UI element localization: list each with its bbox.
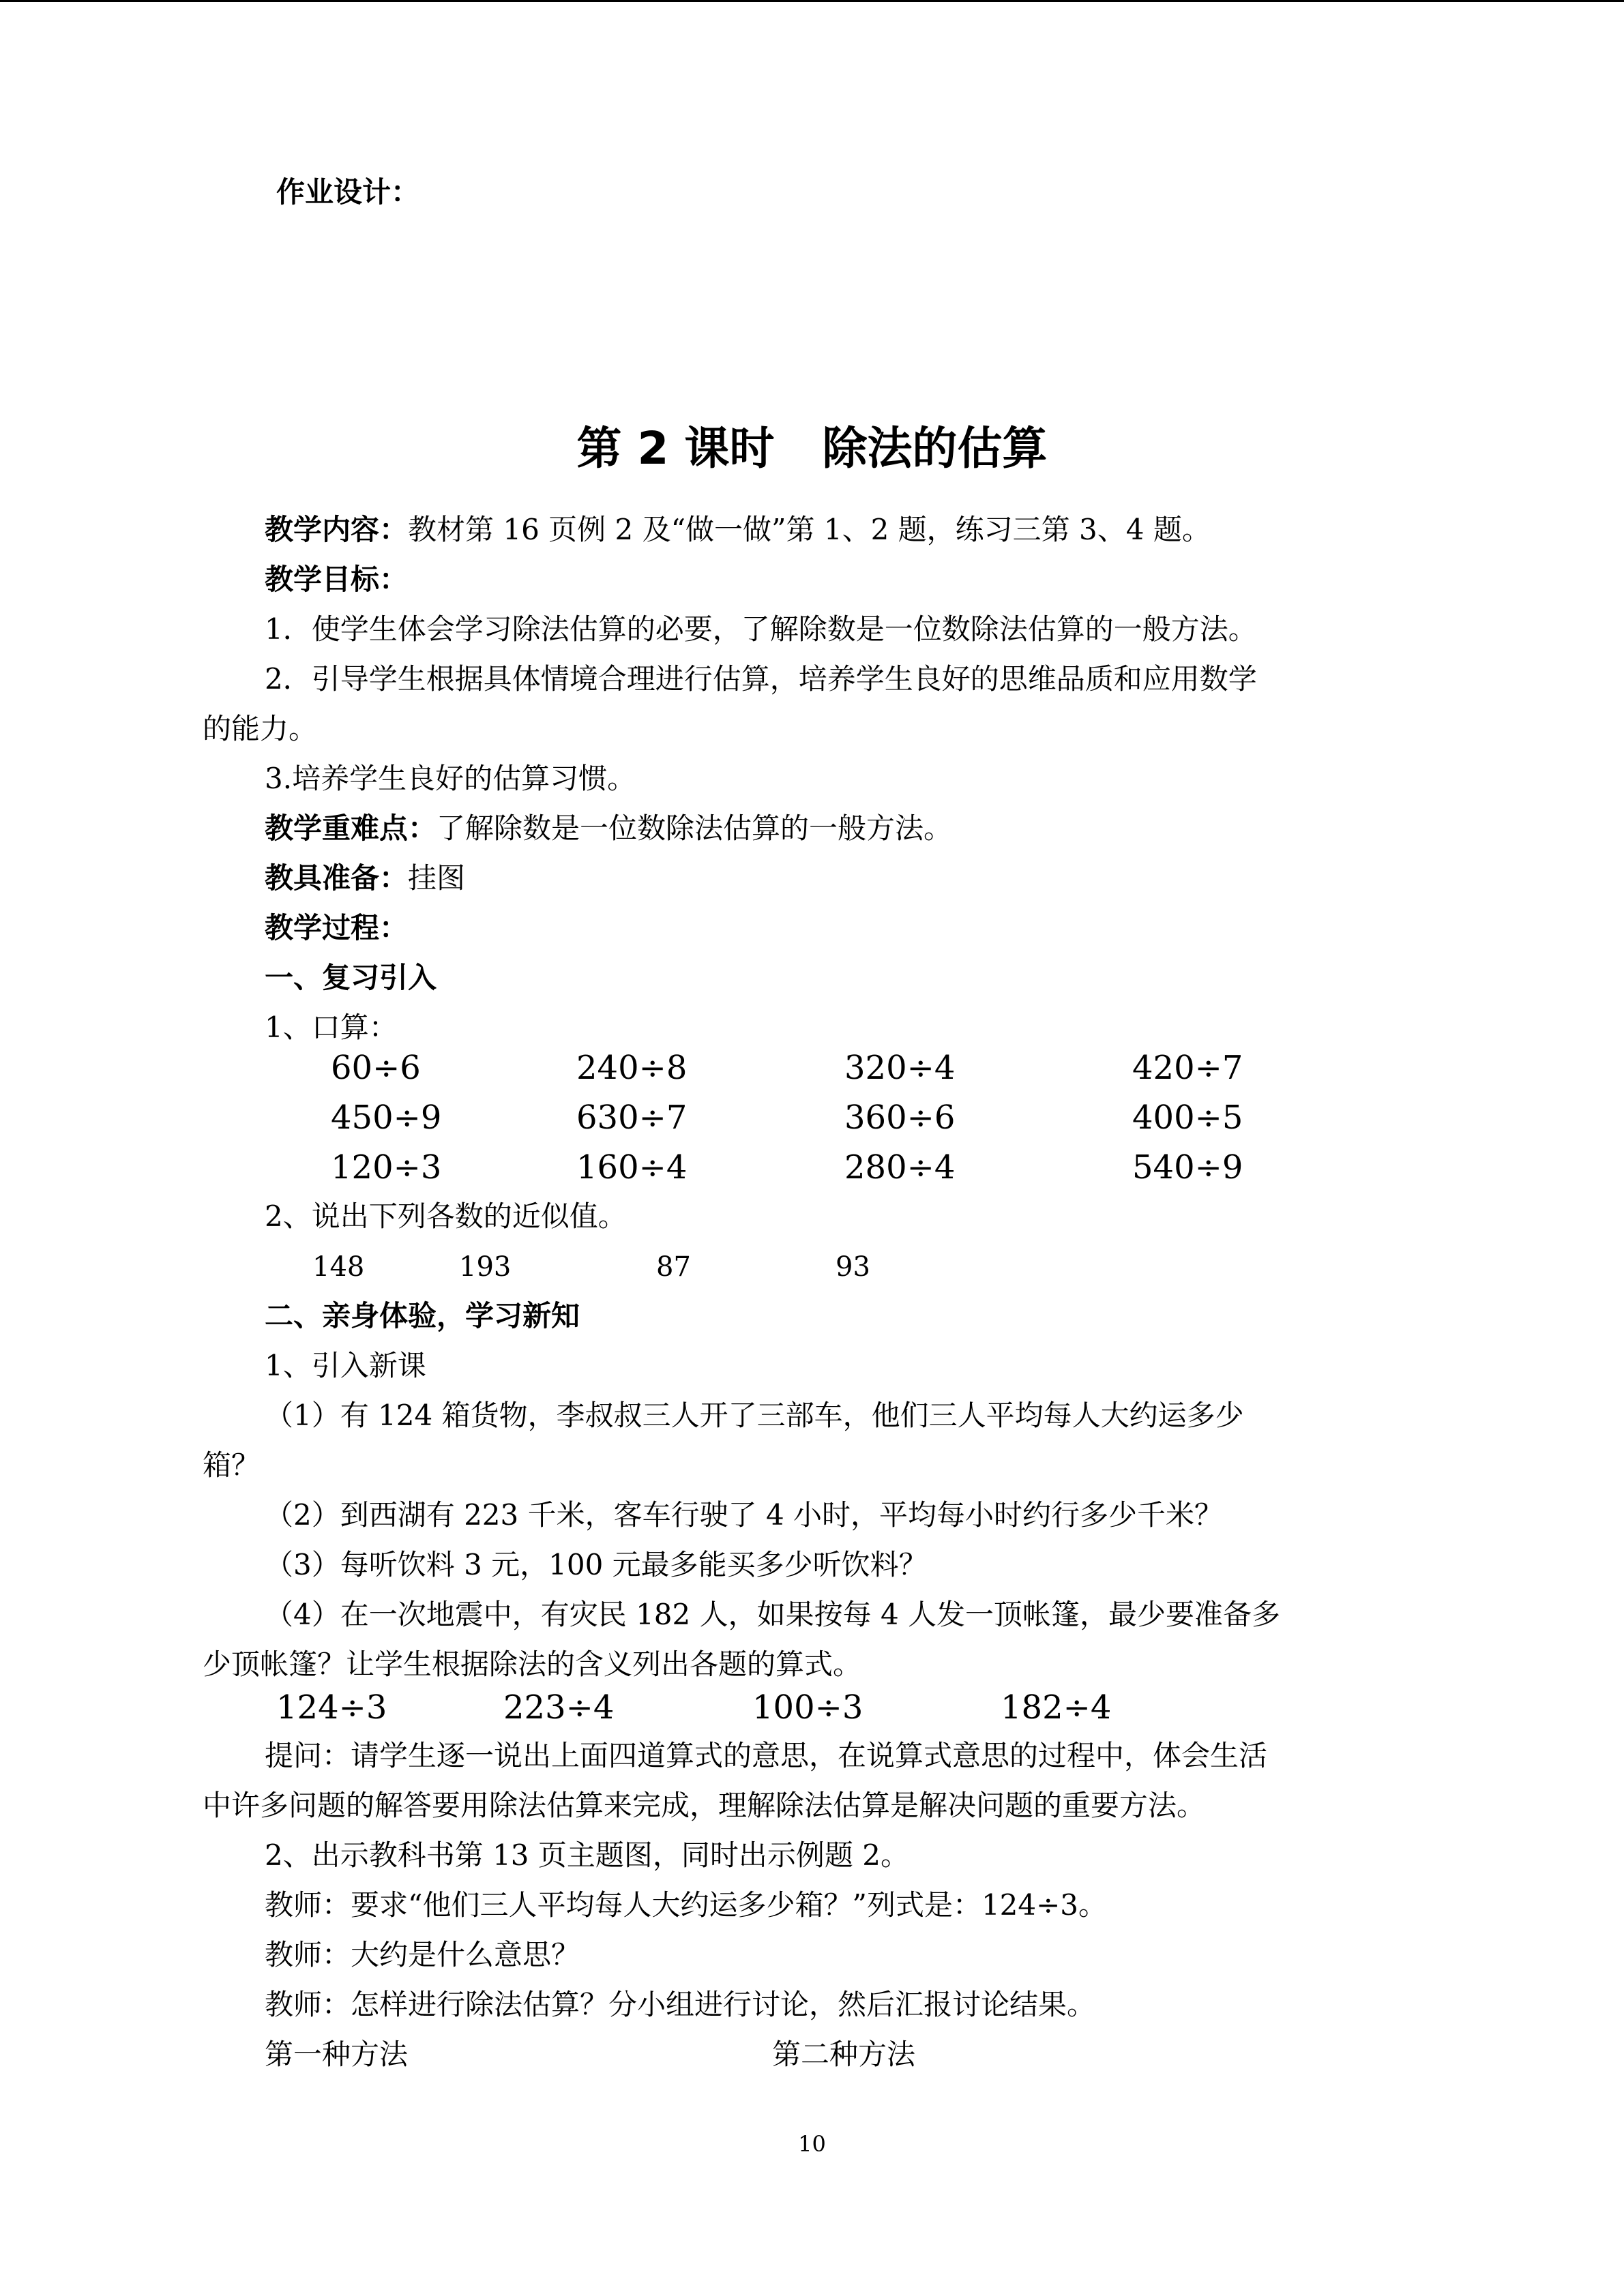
- key-points-text: 了解除数是一位数除法估算的一般方法。: [437, 811, 953, 845]
- goal-2-line-1: 2．引导学生根据具体情境合理进行估算，培养学生良好的思维品质和应用数学: [265, 662, 1257, 696]
- teaching-process-label: 教学过程：: [265, 911, 409, 944]
- approx-value: 87: [656, 1251, 691, 1283]
- teaching-tools: [265, 860, 465, 897]
- formula: 124÷3: [276, 1688, 387, 1727]
- formula: 100÷3: [752, 1688, 863, 1727]
- goal-2-line-2: 的能力。: [203, 712, 318, 745]
- oral-calc-item: 320÷4: [844, 1049, 956, 1087]
- homework-heading: 作业设计：: [276, 175, 420, 209]
- key-points: [265, 810, 952, 847]
- section-2-heading: 二、亲身体验，学习新知: [265, 1299, 580, 1332]
- question-1-line-1: （1）有 124 箱货物，李叔叔三人开了三部车，他们三人平均每人大约运多少: [265, 1399, 1244, 1432]
- page-number: 10: [798, 2131, 826, 2157]
- teaching-content: [265, 511, 1211, 548]
- oral-calc-item: 240÷8: [576, 1049, 688, 1087]
- approx-value: 93: [836, 1251, 870, 1283]
- approx-value: 193: [459, 1251, 512, 1283]
- question-4-line-2: 少顶帐篷？让学生根据除法的含义列出各题的算式。: [203, 1648, 862, 1681]
- formula: 223÷4: [503, 1688, 615, 1727]
- top-border-line: [0, 0, 1624, 2]
- oral-calc-item: 280÷4: [844, 1148, 956, 1187]
- question-prompt-line-1: 提问：请学生逐一说出上面四道算式的意思，在说算式意思的过程中，体会生活: [265, 1739, 1268, 1772]
- show-example: 2、出示教科书第 13 页主题图，同时出示例题 2。: [265, 1838, 909, 1872]
- oral-calc-item: 630÷7: [576, 1099, 688, 1137]
- question-prompt-line-2: 中许多问题的解答要用除法估算来完成，理解除法估算是解决问题的重要方法。: [203, 1789, 1206, 1822]
- teaching-tools-label: 教具准备：: [265, 861, 409, 895]
- key-points-label: 教学重难点：: [265, 811, 437, 845]
- teacher-line-2: 教师：大约是什么意思？: [265, 1938, 580, 1971]
- teaching-content-label: 教学内容：: [265, 513, 409, 546]
- oral-calc-item: 540÷9: [1132, 1148, 1243, 1187]
- goal-3: 3.培养学生良好的估算习惯。: [265, 762, 636, 795]
- section-1-heading: 一、复习引入: [265, 961, 437, 994]
- oral-calc-item: 120÷3: [331, 1148, 442, 1187]
- approx-label: 2、说出下列各数的近似值。: [265, 1199, 627, 1233]
- goal-1: 1．使学生体会学习除法估算的必要，了解除数是一位数除法估算的一般方法。: [265, 612, 1257, 646]
- teaching-tools-text: 挂图: [408, 861, 466, 895]
- approx-value: 148: [312, 1251, 365, 1283]
- oral-calc-item: 420÷7: [1132, 1049, 1243, 1087]
- oral-calc-item: 360÷6: [844, 1099, 956, 1137]
- teaching-content-text: 教材第 16 页例 2 及“做一做”第 1、2 题，练习三第 3、4 题。: [408, 513, 1211, 546]
- oral-calc-label: 1、口算：: [265, 1011, 398, 1044]
- oral-calc-item: 160÷4: [576, 1148, 688, 1187]
- lesson-title-part2: 除法的估算: [822, 422, 1048, 475]
- question-1-line-2: 箱？: [203, 1448, 261, 1482]
- formula: 182÷4: [1001, 1688, 1112, 1727]
- oral-calc-item: 60÷6: [331, 1049, 421, 1087]
- teacher-line-3: 教师：怎样进行除法估算？分小组进行讨论，然后汇报讨论结果。: [265, 1988, 1096, 2021]
- intro-label: 1、引入新课: [265, 1349, 426, 1382]
- teaching-goals-label: 教学目标：: [265, 563, 409, 596]
- oral-calc-item: 400÷5: [1132, 1099, 1243, 1137]
- method-2-label: 第二种方法: [772, 2038, 916, 2071]
- question-4-line-1: （4）在一次地震中，有灾民 182 人，如果按每 4 人发一顶帐篷，最少要准备多: [265, 1598, 1281, 1631]
- method-1-label: 第一种方法: [265, 2038, 409, 2071]
- lesson-title-part1: 第 2 课时: [576, 422, 775, 475]
- lesson-title: [0, 419, 1624, 478]
- oral-calc-item: 450÷9: [331, 1099, 442, 1137]
- question-3: （3）每听饮料 3 元，100 元最多能买多少听饮料？: [265, 1548, 928, 1581]
- question-2: （2）到西湖有 223 千米，客车行驶了 4 小时，平均每小时约行多少千米？: [265, 1498, 1224, 1532]
- teacher-line-1: 教师：要求“他们三人平均每人大约运多少箱？”列式是：124÷3。: [265, 1888, 1108, 1922]
